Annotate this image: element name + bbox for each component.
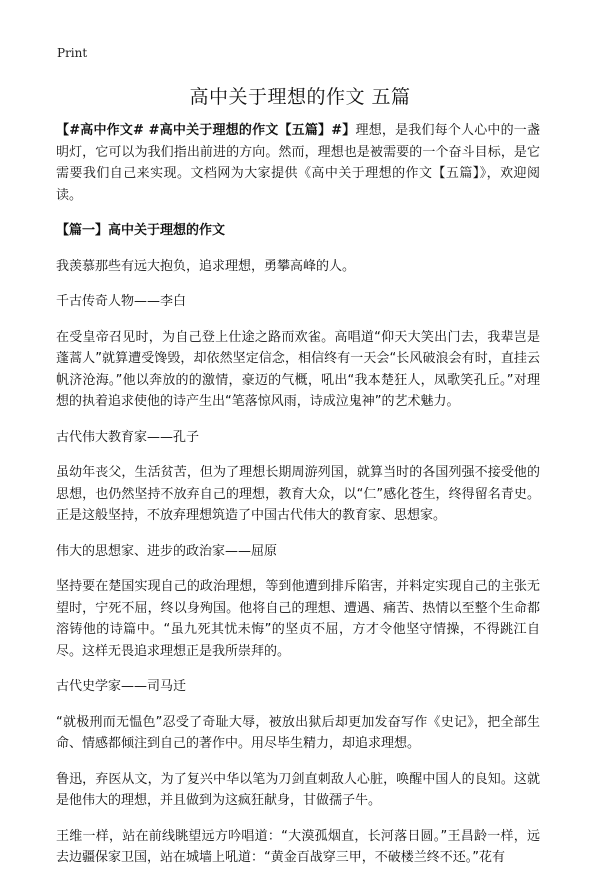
intro-paragraph	[56, 120, 540, 206]
subheading: 千古传奇人物——李白	[56, 294, 187, 309]
subheading: 古代史学家——司马迁	[56, 679, 187, 694]
paragraph: 坚持要在楚国实现自己的政治理想，等到他遭到排斥陷害，并料定实现自己的主张无望时，宁死不屈，终以身殉国。他将自己的理想、遭遇、痛苦、热情以至整个生命都溶铸他的诗篇中。“虽九死其忧未悔”的坚贞不屈，方才令他坚守情操，不得跳江自尽。这样无畏追求理想正是我所崇拜的。	[56, 579, 540, 659]
paragraph: “就极刑而无愠色”忍受了奇耻大辱，被放出狱后却更加发奋写作《史记》，把全部生命、情感都倾注到自己的著作中。用尽毕生精力，却追求理想。	[56, 714, 540, 751]
intro-tags: 【#高中作文# #高中关于理想的作文【五篇】#】	[56, 123, 356, 138]
subheading: 古代伟大教育家——孔子	[56, 429, 200, 445]
article-body	[56, 120, 540, 883]
section-heading: 【篇一】高中关于理想的作文	[56, 223, 226, 238]
paragraph: 鲁迅，弃医从文，为了复兴中华以笔为刀剑直刺敌人心脏，唤醒中国人的良知。这就是他伟大的理想，并且做到为这疯狂献身，甘做孺子牛。	[56, 771, 540, 808]
print-label: Print	[57, 46, 88, 60]
page-title: 高中关于理想的作文 五篇	[189, 86, 411, 108]
paragraph: 王维一样，站在前线眺望远方吟唱道：“大漠孤烟直，长河落日圆。”王昌龄一样，远去边疆保家卫国，站在城墙上吼道：“黄金百战穿三甲，不破楼兰终不还。”花有	[56, 828, 540, 865]
paragraph: 在受皇帝召见时，为自己登上仕途之路而欢雀。高唱道“仰天大笑出门去，我辈岂是蓬蒿人”就算遭受馋毁，却依然坚定信念，相信终有一天会“长风破浪会有时，直挂云帆济沧海。”他以奔放的的激情，豪迈的气概，吼出“我本楚狂人，凤歌笑孔丘。”对理想的执着追求使他的诗产生出“笔落惊风雨，诗成泣鬼神”的艺术魅力。	[56, 329, 540, 409]
paragraph: 虽幼年丧父，生活贫苦，但为了理想长期周游列国，就算当时的各国列强不接受他的思想，也仍然坚持不放弃自己的理想，教育大众，以“仁”感化苍生，终得留名青史。正是这般坚持，不放弃理想筑造了中国古代伟大的教育家、思想家。	[56, 465, 540, 523]
intro-text: 理想，是我们每个人心中的一盏明灯，它可以为我们指出前进的方向。然而，理想也是被需要的一个奋斗目标，是它需要我们自己来实现。文档网为大家提供《高中关于理想的作文【五篇】》，欢迎阅读。	[56, 123, 540, 203]
subheading: 伟大的思想家、进步的政治家——屈原	[56, 543, 278, 559]
paragraph: 我羡慕那些有远大抱负，追求理想，勇攀高峰的人。	[56, 258, 356, 274]
